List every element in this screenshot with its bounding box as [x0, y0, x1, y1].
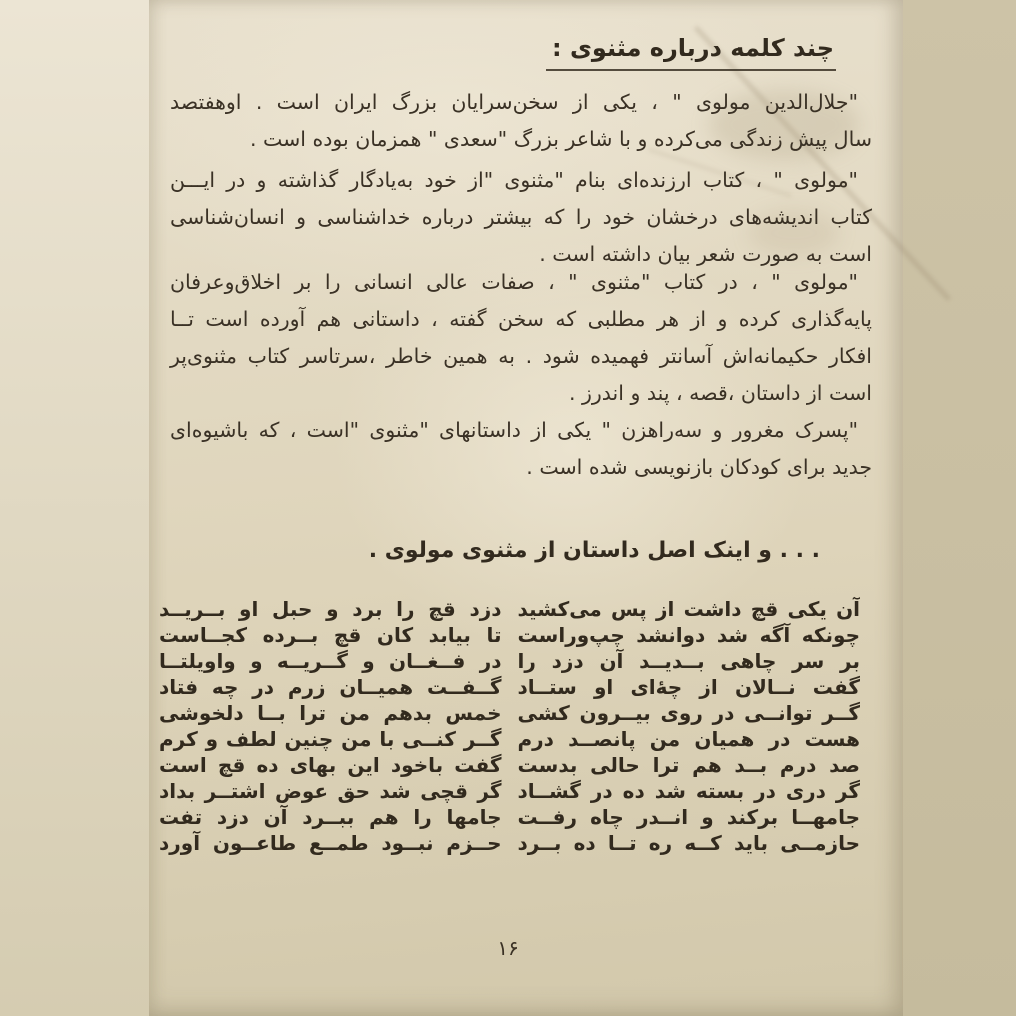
background-left-strip — [0, 0, 149, 1016]
prose-line: "جلال‌الدین مولوی " ، یکی از سخن‌سرایان بزرگ ایران است . اوهفتصد — [170, 90, 858, 114]
background-right-strip — [903, 0, 1016, 1016]
hemistich-right: هست در همیان من پانصــد درم — [517, 727, 860, 751]
page-heading: چند کلمه درباره مثنوی : — [546, 34, 836, 71]
poem-couplet — [159, 700, 860, 726]
paragraph-story-note — [170, 412, 872, 486]
poem-couplet — [159, 674, 860, 700]
hemistich-left: حــزم نبــود طمــع طاعــون آورد — [159, 831, 502, 855]
prose-line: پایه‌گذاری کرده و از هر مطلبی که سخن گفته ، داستانی هم آورده است تــا — [170, 307, 872, 331]
page-number: ۱۶ — [497, 936, 519, 960]
hemistich-right: آن یکی قچ داشت از پس می‌کشید — [517, 597, 860, 621]
poem-couplet — [159, 830, 860, 856]
hemistich-right: جامهــا برکند و انــدر چاه رفــت — [517, 805, 860, 829]
hemistich-right: گر دری در بسته شد ده در گشــاد — [517, 779, 860, 803]
paragraph-masnavi-content — [170, 264, 872, 412]
hemistich-right: چونکه آگه شد دوانشد چپ‌وراست — [517, 623, 860, 647]
hemistich-left: تا بیابد کان قچ بــرده کجــاست — [159, 623, 502, 647]
prose-line: است از داستان ،قصه ، پند و اندرز . — [568, 381, 872, 405]
prose-line: است به صورت شعر بیان داشته است . — [539, 242, 872, 266]
paragraph-masnavi-book — [170, 162, 872, 273]
hemistich-left: گــر کنــی با من چنین لطف و کرم — [159, 727, 502, 751]
poem-section-title: . . . و اینک اصل داستان از مثنوی مولوی . — [368, 538, 820, 563]
hemistich-left: دزد قچ را برد و حبل او بــریــد — [159, 597, 502, 621]
hemistich-left: خمس بدهم من ترا بــا دلخوشی — [159, 701, 502, 725]
prose-line: "مولوی " ، کتاب ارزنده‌ای بنام "مثنوی "از خود به‌یادگار گذاشته و در ایـــن — [170, 168, 858, 192]
poem-couplet — [159, 778, 860, 804]
hemistich-right: گفت نــالان از چهٔ‌ای او ستــاد — [517, 675, 860, 699]
poem — [159, 596, 860, 856]
poem-couplet — [159, 622, 860, 648]
hemistich-left: جامها را هم ببــرد آن دزد تفت — [159, 805, 502, 829]
prose-line: "پسرک مغرور و سه‌راهزن " یکی از داستانهای "مثنوی "است ، که باشیوه‌ای — [170, 418, 858, 442]
prose-line: کتاب اندیشه‌های درخشان خود را که بیشتر درباره خداشناسی و انسان‌شناسی — [170, 205, 872, 229]
hemistich-left: در فــغــان و گــریــه و واویلتــا — [159, 649, 502, 673]
hemistich-left: گفت باخود این بهای ده قچ است — [159, 753, 502, 777]
paragraph-intro-rumi — [170, 84, 872, 158]
poem-couplet — [159, 726, 860, 752]
poem-couplet — [159, 596, 860, 622]
book-page — [149, 0, 903, 1016]
hemistich-right: بر سر چاهی بــدیــد آن دزد را — [517, 649, 860, 673]
hemistich-left: گــفــت همیــان زرم در چه فتاد — [159, 675, 502, 699]
poem-couplet — [159, 648, 860, 674]
poem-couplet — [159, 804, 860, 830]
hemistich-right: گــر توانــی در روی بیــرون کشی — [517, 701, 860, 725]
prose-line: افکار حکیمانه‌اش آسانتر فهمیده شود . به همین خاطر ،سرتاسر کتاب مثنوی‌پر — [170, 344, 872, 368]
prose-line: جدید برای کودکان بازنویسی شده است . — [526, 455, 872, 479]
prose-line: سال پیش زندگی می‌کرده و با شاعر بزرگ "سعدی " همزمان بوده است . — [249, 127, 872, 151]
hemistich-right: حازمــی باید کــه ره تــا ده بــرد — [517, 831, 860, 855]
prose-line: "مولوی " ، در کتاب "مثنوی " ، صفات عالی انسانی را بر اخلاق‌وعرفان — [170, 270, 858, 294]
poem-couplet — [159, 752, 860, 778]
hemistich-right: صد درم بــد هم ترا حالی بدست — [517, 753, 860, 777]
hemistich-left: گر قچی شد حق عوض اشتــر بداد — [159, 779, 502, 803]
